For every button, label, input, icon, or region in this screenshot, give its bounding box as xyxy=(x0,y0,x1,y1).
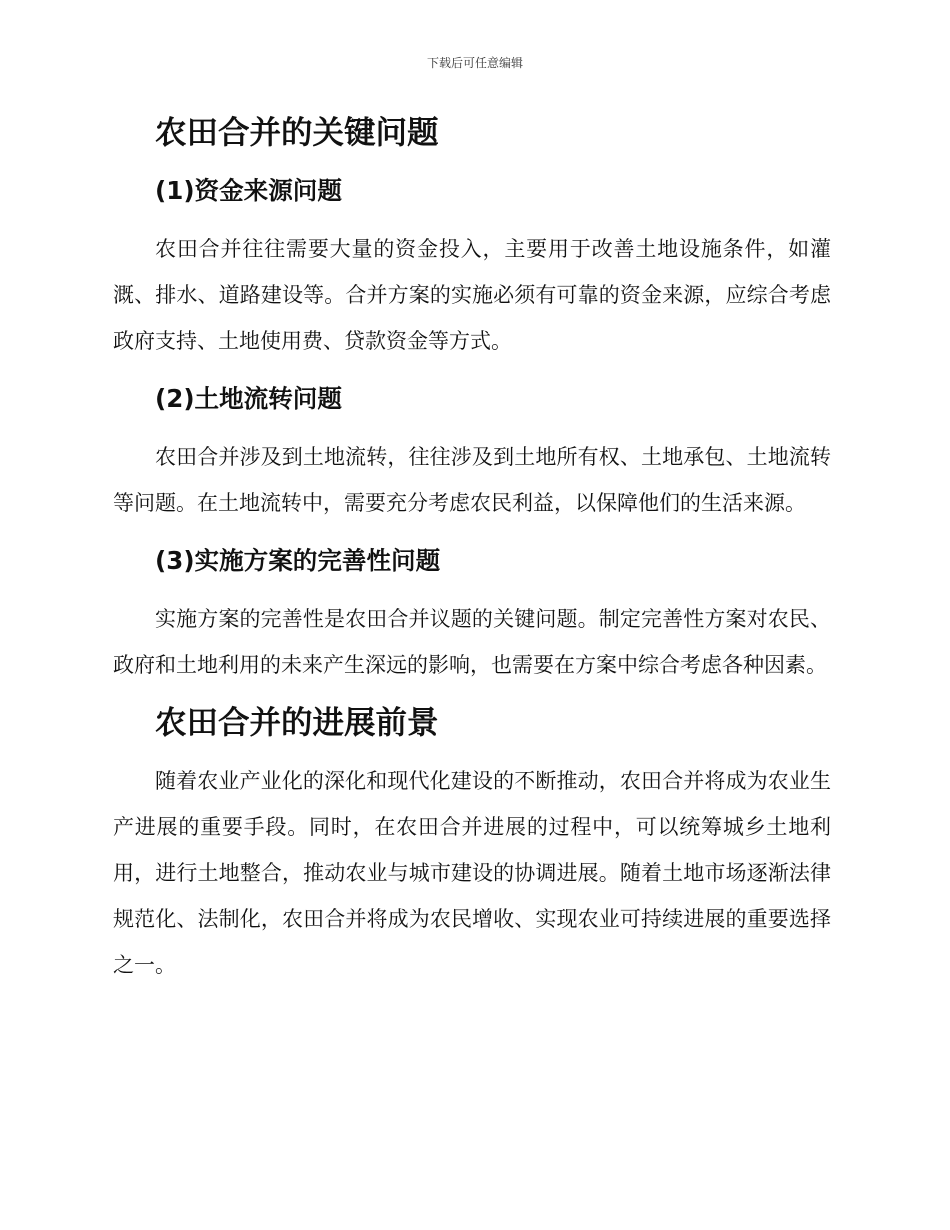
subheading-funding: (1)资金来源问题 xyxy=(155,176,342,205)
paragraph-prospects: 随着农业产业化的深化和现代化建设的不断推动，农田合并将成为农业生产进展的重要手段。同时，在农田合并进展的过程中，可以统筹城乡土地利用，进行土地整合，推动农业与城市建设的协调进展。随着土地市场逐渐法律规范化、法制化，农田合并将成为农民增收、实现农业可持续进展的重要选择之一。 xyxy=(113,769,831,977)
section-heading-prospects: 农田合并的进展前景 xyxy=(155,705,439,741)
paragraph-funding: 农田合并往往需要大量的资金投入，主要用于改善土地设施条件，如灌溉、排水、道路建设等。合并方案的实施必须有可靠的资金来源，应综合考虑政府支持、土地使用费、贷款资金等方式。 xyxy=(113,237,831,353)
paragraph-plan-completeness: 实施方案的完善性是农田合并议题的关键问题。制定完善性方案对农民、政府和土地利用的未来产生深远的影响，也需要在方案中综合考虑各种因素。 xyxy=(113,607,831,677)
subheading-land-transfer: (2)土地流转问题 xyxy=(155,384,342,413)
page-header: 下载后可任意编辑 xyxy=(426,56,523,70)
document-body xyxy=(113,110,831,988)
subheading-plan-completeness: (3)实施方案的完善性问题 xyxy=(155,546,441,575)
paragraph-land-transfer: 农田合并涉及到土地流转，往往涉及到土地所有权、土地承包、土地流转等问题。在土地流转中，需要充分考虑农民利益，以保障他们的生活来源。 xyxy=(113,445,831,515)
section-heading-key-issues: 农田合并的关键问题 xyxy=(155,115,439,151)
